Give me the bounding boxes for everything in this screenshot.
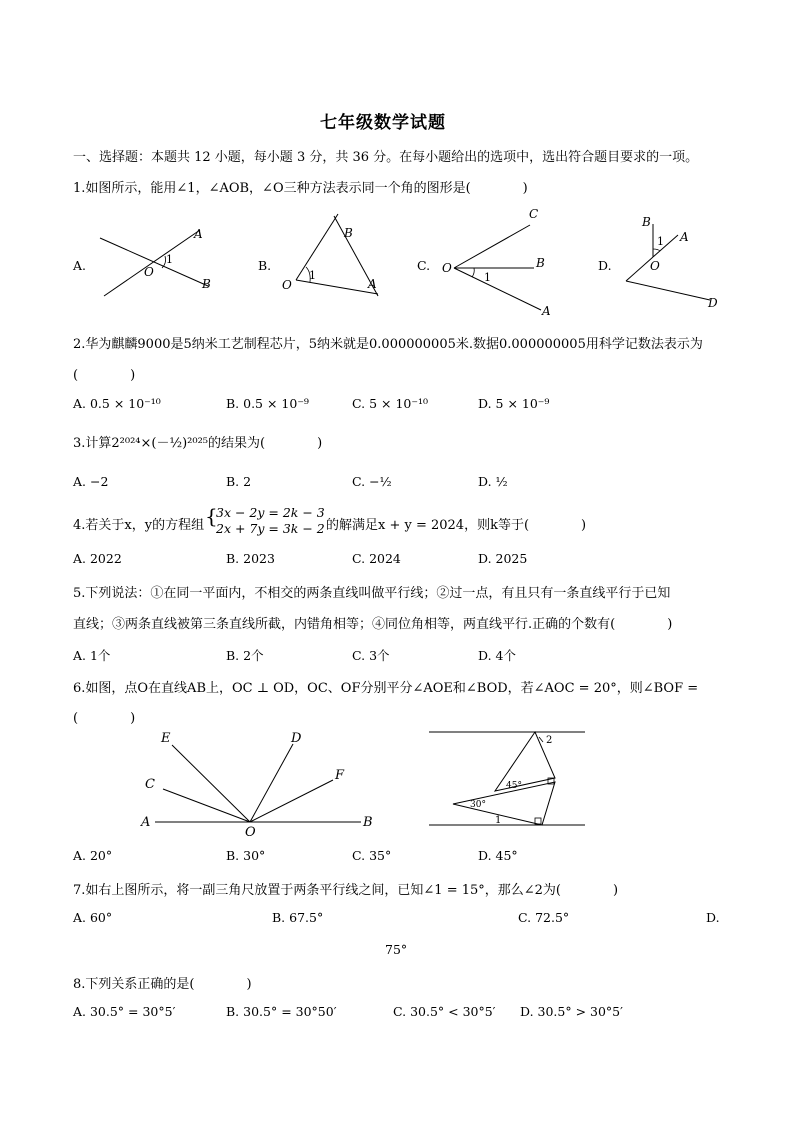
section-heading: 一、选择题：本题共 12 小题，每小题 3 分，共 36 分。在每小题给出的选项中，选出符合题目要求的一项。 bbox=[73, 150, 699, 165]
q1c-label-o: O bbox=[442, 261, 452, 275]
q7-figure bbox=[425, 725, 590, 835]
q1-figure-b bbox=[278, 212, 388, 302]
q8-option-c: C. 30.5° < 30°5′ bbox=[393, 1004, 496, 1019]
q7-option-b: B. 67.5° bbox=[272, 910, 324, 925]
q8-option-b: B. 30.5° = 30°50′ bbox=[226, 1004, 337, 1019]
q5-line1: 5.下列说法：①在同一平面内，不相交的两条直线叫做平行线；②过一点，有且只有一条直线平行于已知 bbox=[73, 586, 671, 601]
q4-brace: { bbox=[205, 504, 218, 528]
q1-figure-a bbox=[90, 220, 220, 300]
q1c-label-1: 1 bbox=[484, 271, 491, 284]
q7-label-1: 1 bbox=[495, 815, 502, 826]
q1d-label-b: B bbox=[642, 215, 651, 229]
q1a-label-b: B bbox=[202, 277, 211, 291]
q1d-label-d: D bbox=[708, 296, 718, 310]
q4-eq2: 2x + 7y = 3k − 2 bbox=[216, 521, 325, 536]
q2-option-b: B. 0.5 × 10⁻⁹ bbox=[226, 396, 309, 411]
q6-label-f: F bbox=[335, 768, 345, 783]
q6-option-c: C. 35° bbox=[352, 848, 392, 863]
q1b-label-1: 1 bbox=[309, 269, 316, 282]
q1-option-a-label: A. bbox=[73, 258, 87, 273]
q3-option-a: A. −2 bbox=[73, 474, 109, 489]
q4-stem-post: 的解满足x + y = 2024，则k等于( ) bbox=[326, 518, 587, 533]
q1-option-b-label: B. bbox=[258, 258, 272, 273]
q8-option-d: D. 30.5° > 30°5′ bbox=[520, 1004, 623, 1019]
q4-eq1: 3x − 2y = 2k − 3 bbox=[216, 505, 325, 520]
q1a-label-a: A bbox=[194, 227, 203, 241]
q6-paren: ( ) bbox=[73, 711, 136, 726]
q1b-label-b: B bbox=[344, 226, 353, 240]
q2-option-a: A. 0.5 × 10⁻¹⁰ bbox=[73, 396, 161, 411]
q3-stem: 3.计算2²⁰²⁴×(－½)²⁰²⁵的结果为( ) bbox=[73, 436, 323, 451]
q1d-label-1: 1 bbox=[657, 235, 664, 248]
q1a-label-o: O bbox=[144, 265, 154, 279]
q8-option-a: A. 30.5° = 30°5′ bbox=[73, 1004, 176, 1019]
q2-paren: ( ) bbox=[73, 368, 136, 383]
q6-label-e: E bbox=[161, 731, 171, 746]
q2-option-c: C. 5 × 10⁻¹⁰ bbox=[352, 396, 428, 411]
q5-option-a: A. 1个 bbox=[73, 648, 111, 663]
q7-stem: 7.如右上图所示，将一副三角尺放置于两条平行线之间，已知∠1 = 15°，那么∠2为( ) bbox=[73, 883, 619, 898]
q1c-label-c: C bbox=[529, 207, 539, 221]
q6-label-c: C bbox=[145, 777, 155, 792]
q3-option-c: C. −½ bbox=[352, 474, 392, 489]
q6-option-d: D. 45° bbox=[478, 848, 518, 863]
q1-option-c-label: C. bbox=[417, 258, 431, 273]
q6-label-a: A bbox=[141, 815, 151, 830]
q1d-label-a: A bbox=[680, 230, 689, 244]
q1c-label-b: B bbox=[536, 256, 545, 270]
q6-label-o: O bbox=[245, 825, 256, 840]
q1a-label-1: 1 bbox=[166, 253, 173, 266]
q5-option-c: C. 3个 bbox=[352, 648, 390, 663]
q7-option-a: A. 60° bbox=[73, 910, 113, 925]
q1c-label-a: A bbox=[542, 304, 551, 318]
q6-stem: 6.如图，点O在直线AB上，OC ⊥ OD，OC、OF分别平分∠AOE和∠BOD，若∠AOC = 20°，则∠BOF = bbox=[73, 681, 699, 696]
q4-option-d: D. 2025 bbox=[478, 551, 528, 566]
q7-option-d-label: D. bbox=[706, 910, 720, 925]
q7-label-2: 2 bbox=[546, 735, 553, 746]
q7-option-c: C. 72.5° bbox=[518, 910, 570, 925]
q7-option-d-value: 75° bbox=[385, 942, 408, 957]
q4-option-c: C. 2024 bbox=[352, 551, 401, 566]
q8-stem: 8.下列关系正确的是( ) bbox=[73, 977, 252, 992]
q1b-label-a: A bbox=[368, 277, 377, 291]
q5-line2: 直线；③两条直线被第三条直线所截，内错角相等；④同位角相等，两直线平行.正确的个数有( ) bbox=[73, 617, 673, 632]
q5-option-b: B. 2个 bbox=[226, 648, 264, 663]
q6-figure bbox=[135, 725, 380, 840]
q6-option-b: B. 30° bbox=[226, 848, 266, 863]
q7-label-45: 45° bbox=[506, 781, 522, 791]
q7-label-30: 30° bbox=[470, 800, 486, 810]
q6-label-b: B bbox=[363, 815, 373, 830]
q3-option-b: B. 2 bbox=[226, 474, 252, 489]
q6-label-d: D bbox=[291, 731, 302, 746]
q5-option-d: D. 4个 bbox=[478, 648, 516, 663]
q1b-label-o: O bbox=[282, 278, 292, 292]
q6-option-a: A. 20° bbox=[73, 848, 113, 863]
q4-option-b: B. 2023 bbox=[226, 551, 275, 566]
page-title: 七年级数学试题 bbox=[320, 113, 446, 133]
q1-figure-c bbox=[438, 205, 563, 320]
q1-figure-d bbox=[620, 212, 730, 312]
q1d-label-o: O bbox=[650, 259, 660, 273]
q3-option-d: D. ½ bbox=[478, 474, 508, 489]
q1-stem: 1.如图所示，能用∠1，∠AOB，∠O三种方法表示同一个角的图形是( ) bbox=[73, 181, 528, 196]
q1-option-d-label: D. bbox=[598, 258, 612, 273]
q4-stem-pre: 4.若关于x，y的方程组 bbox=[73, 518, 205, 533]
q2-option-d: D. 5 × 10⁻⁹ bbox=[478, 396, 550, 411]
q2-stem: 2.华为麒麟9000是5纳米工艺制程芯片，5纳米就是0.000000005米.数据0.000000005用科学记数法表示为 bbox=[73, 337, 703, 352]
q4-option-a: A. 2022 bbox=[73, 551, 122, 566]
